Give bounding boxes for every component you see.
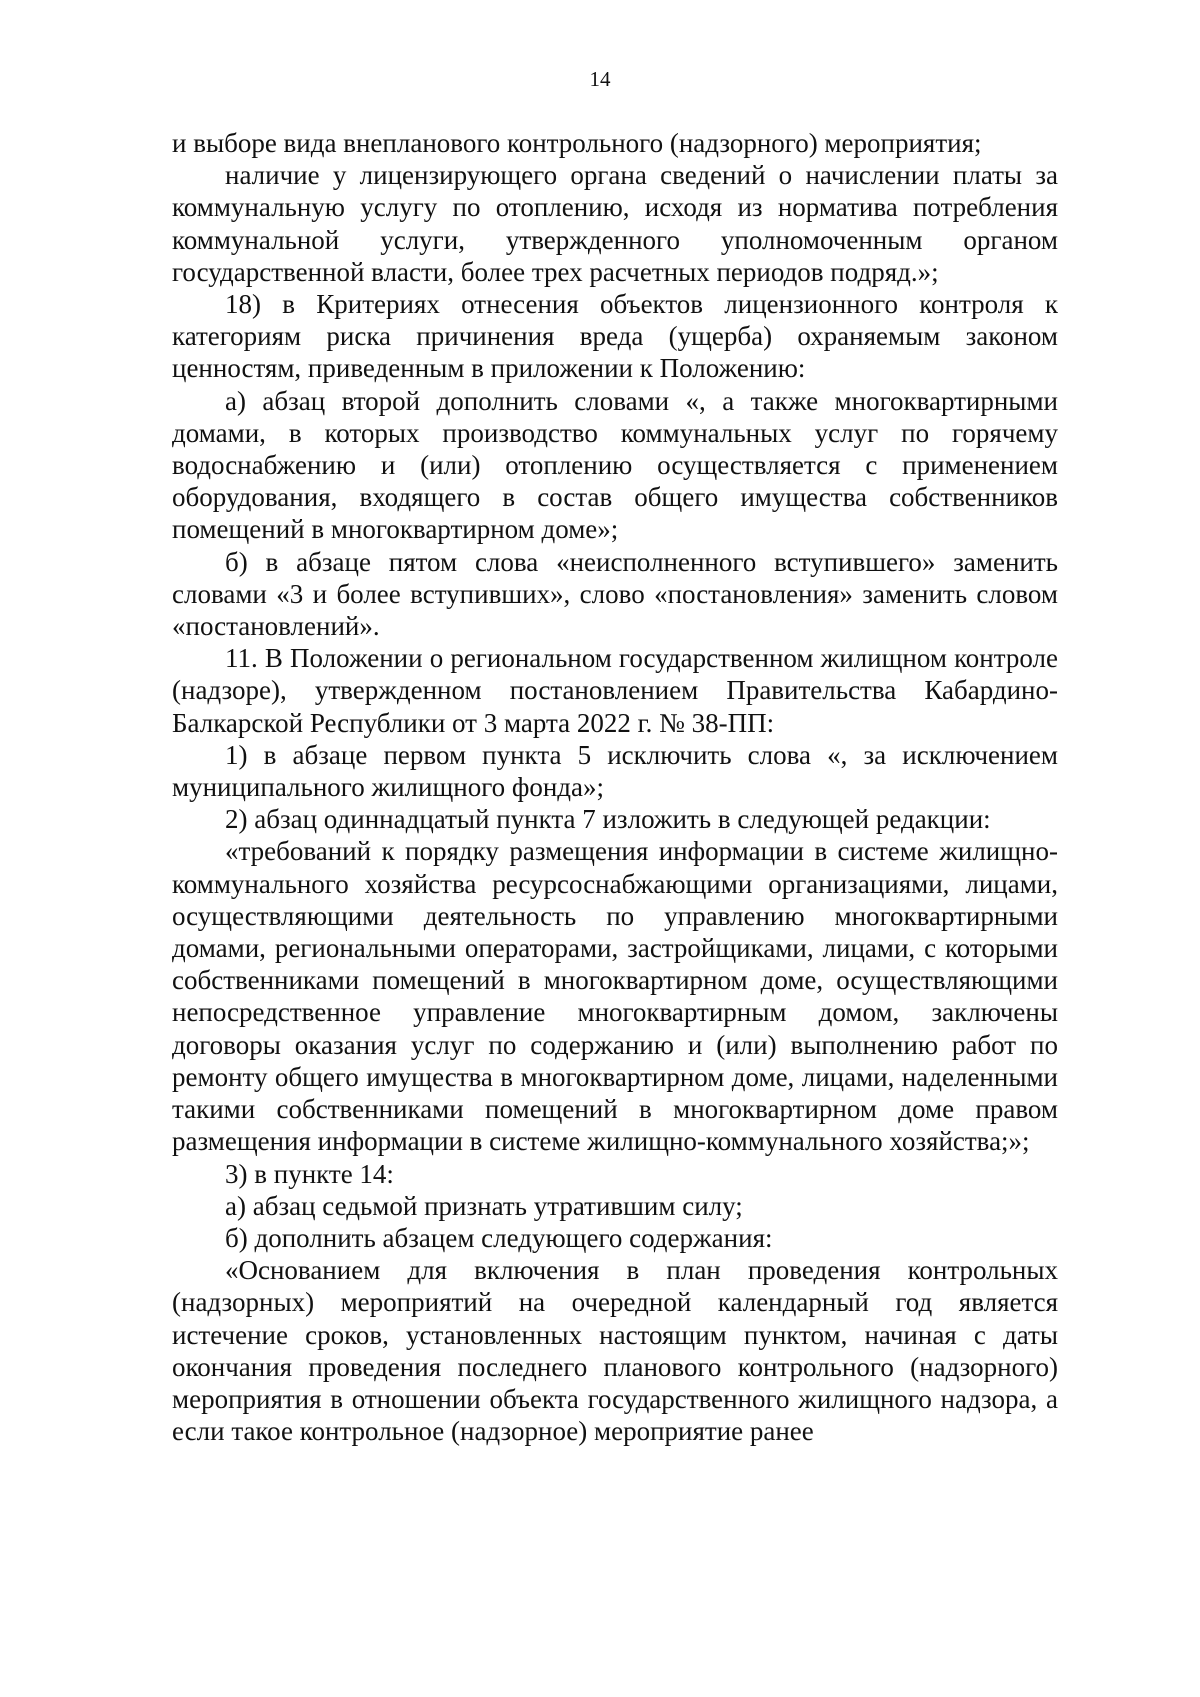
paragraph-item-3-a: а) абзац седьмой признать утратившим силу; [225, 1190, 743, 1221]
paragraph-continuation: и выборе вида внепланового контрольного (надзорного) мероприятия; [172, 128, 982, 158]
document-body [172, 127, 1058, 1447]
paragraph-item-18-a: а) абзац второй дополнить словами «, а также многоквартирными домами, в которых производство коммунальных услуг по горячему водоснабжению и (или) отоплению осуществляется с применением оборудования, входящего в состав общего имущества собственников помещений в многоквартирном доме»; [172, 385, 1058, 545]
paragraph-quoted-requirements: «требований к порядку размещения информации в системе жилищно-коммунального хозяйства ресурсоснабжающими организациями, лицами, осуществляющими деятельность по управлению многоквартирными домами, региональными операторами, застройщиками, лицами, с которыми собственниками помещений в многоквартирном доме, осуществляющими непосредственное управление многоквартирным домом, заключены договоры оказания услуг по содержанию и (или) выполнению работ по ремонту общего имущества в многоквартирном доме, лицами, наделенными такими собственниками помещений в многоквартирном доме правом размещения информации в системе жилищно-коммунального хозяйства;»; [172, 836, 1058, 1157]
paragraph-section-11: 11. В Положении о региональном государственном жилищном контроле (надзоре), утвержденном постановлением Правительства Кабардино-Балкарской Республики от 3 марта 2022 г. № 38-ПП: [172, 643, 1058, 738]
paragraph-heating-fee: наличие у лицензирующего органа сведений о начислении платы за коммунальную услугу по отоплению, исходя из норматива потребления коммунальной услуги, утвержденного уполномоченным органом государственной власти, более трех расчетных периодов подряд.»; [172, 160, 1058, 287]
paragraph-section-11-item-3: 3) в пункте 14: [225, 1158, 394, 1189]
page-number: 14 [589, 67, 611, 91]
paragraph-item-18-b: б) в абзаце пятом слова «неисполненного вступившего» заменить словами «3 и более вступивших», слово «постановления» заменить словом «постановлений». [172, 546, 1058, 642]
paragraph-section-11-item-1: 1) в абзаце первом пункта 5 исключить слова «, за исключением муниципального жилищного фонда»; [172, 739, 1058, 803]
paragraph-section-11-item-2: 2) абзац одиннадцатый пункта 7 изложить в следующей редакции: [225, 804, 991, 835]
paragraph-item-3-b: б) дополнить абзацем следующего содержания: [225, 1222, 773, 1253]
paragraph-quoted-basis: «Основанием для включения в план проведения контрольных (надзорных) мероприятий на очередной календарный год является истечение сроков, установленных настоящим пунктом, начиная с даты окончания проведения последнего планового контрольного (надзорного) мероприятия в отношении объекта государственного жилищного надзора, а если такое контрольное (надзорное) мероприятие ранее [172, 1255, 1058, 1447]
paragraph-item-18: 18) в Критериях отнесения объектов лицензионного контроля к категориям риска причинения вреда (ущерба) охраняемым законом ценностям, приведенным в приложении к Положению: [172, 289, 1058, 384]
